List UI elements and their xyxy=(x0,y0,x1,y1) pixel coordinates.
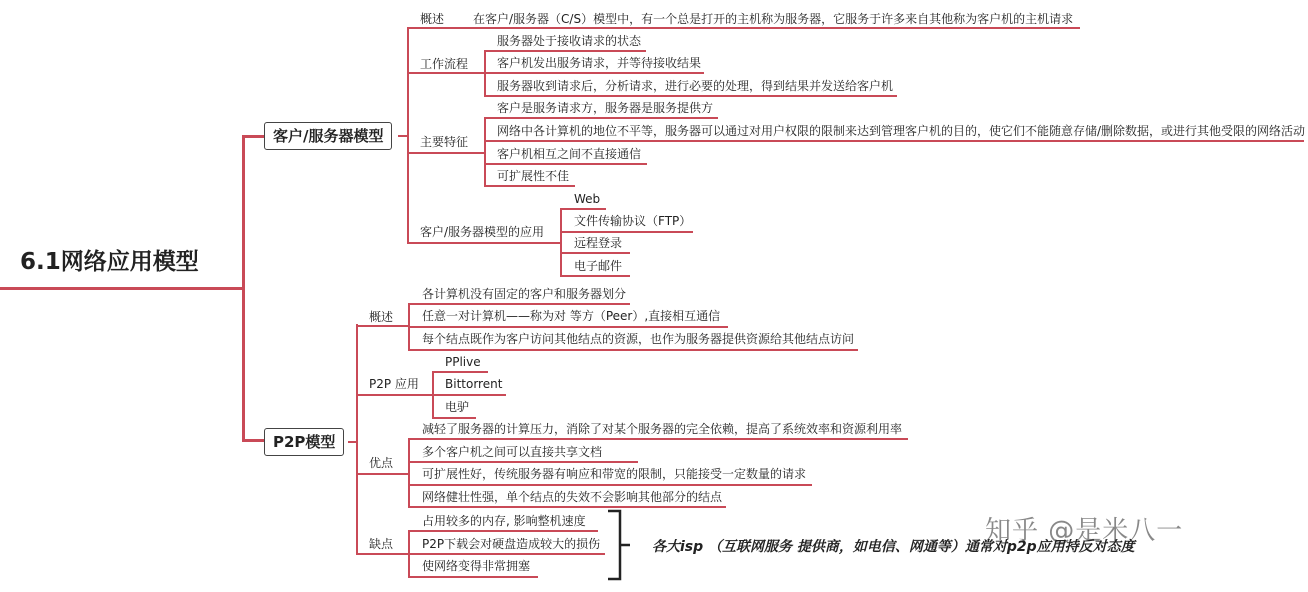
cs-apps-underline xyxy=(407,242,560,244)
watermark: 知乎 @是米八一 xyxy=(985,516,1184,546)
cs-spine xyxy=(407,27,409,243)
cs-feature-item: 网络中各计算机的地位不平等，服务器可以通过对用户权限的限制来达到管理客户机的目的，使它们不能随意存储/删除数据，或进行其他受限的网络活动 xyxy=(497,124,1306,138)
cs-overview-underline xyxy=(407,27,1080,29)
p2p-pros-spine xyxy=(408,438,410,506)
p2p-overview-label: 概述 xyxy=(369,310,394,324)
cs-app-item: Web xyxy=(574,192,601,206)
p2p-app-item: PPlive xyxy=(445,355,481,369)
cs-overview-text: 在客户/服务器（C/S）模型中，有一个总是打开的主机称为服务器，它服务于许多来自其他称为客户机的主机请求 xyxy=(473,12,1074,26)
trunk-line xyxy=(242,136,245,440)
p2p-apps-label: P2P 应用 xyxy=(369,377,419,391)
p2p-app-item-line xyxy=(432,371,488,373)
root-underline xyxy=(0,287,242,290)
cs-feature-item: 可扩展性不佳 xyxy=(497,169,570,183)
cs-model-node: 客户/服务器模型 xyxy=(264,122,392,150)
p2p-pro-item-line xyxy=(408,461,638,463)
cs-workflow-item-line xyxy=(484,95,897,97)
p2p-pro-item-line xyxy=(408,438,908,440)
cs-feature-item: 客户是服务请求方，服务器是服务提供方 xyxy=(497,101,714,115)
root-topic: 6.1网络应用模型 xyxy=(20,249,199,275)
cs-feature-item-line xyxy=(484,117,718,119)
cs-app-item-line xyxy=(560,275,630,277)
p2p-con-item-line xyxy=(408,530,598,532)
cs-workflow-item: 服务器处于接收请求的状态 xyxy=(497,34,642,48)
cs-apps-label: 客户/服务器模型的应用 xyxy=(420,225,545,239)
p2p-spine xyxy=(356,324,358,553)
p2p-con-item: 使网络变得非常拥塞 xyxy=(422,559,531,573)
cs-apps-spine xyxy=(560,208,562,275)
p2p-overview-item: 每个结点既作为客户访问其他结点的资源，也作为服务器提供资源给其他结点访问 xyxy=(422,332,855,346)
cs-app-item-line xyxy=(560,252,630,254)
p2p-overview-item-line xyxy=(408,349,858,351)
p2p-apps-underline xyxy=(356,394,432,396)
p2p-cons-underline xyxy=(356,553,408,555)
cs-workflow-item: 客户机发出服务请求，并等待接收结果 xyxy=(497,56,702,70)
cs-app-item-line xyxy=(560,231,693,233)
p2p-pro-item: 网络健壮性强，单个结点的失效不会影响其他部分的结点 xyxy=(422,490,723,504)
cs-workflow-item: 服务器收到请求后，分析请求，进行必要的处理，得到结果并发送给客户机 xyxy=(497,79,894,93)
p2p-overview-item: 各计算机没有固定的客户和服务器划分 xyxy=(422,287,627,301)
p2p-model-node: P2P模型 xyxy=(264,428,344,456)
p2p-pro-item-line xyxy=(408,506,726,508)
cs-features-spine xyxy=(484,117,486,185)
cs-app-item: 远程登录 xyxy=(574,236,623,250)
cs-feature-item-line xyxy=(484,140,1304,142)
p2p-pros-label: 优点 xyxy=(369,456,394,470)
cs-overview-label: 概述 xyxy=(420,12,445,26)
cs-workflow-label: 工作流程 xyxy=(420,57,469,71)
p2p-overview-item-line xyxy=(408,326,728,328)
cs-app-item-line xyxy=(560,208,606,210)
cs-connector xyxy=(242,135,264,138)
cs-features-underline xyxy=(407,152,484,154)
cs-feature-item-line xyxy=(484,163,647,165)
cs-app-item: 文件传输协议（FTP） xyxy=(574,214,692,228)
p2p-con-item: P2P下载会对硬盘造成较大的损伤 xyxy=(422,537,601,551)
p2p-app-item: Bittorrent xyxy=(445,377,503,391)
p2p-pros-underline xyxy=(356,473,408,475)
cons-note: 各大isp （互联网服务 提供商，如电信、网通等）通常对p2p应用持反对态度 xyxy=(652,539,1135,555)
p2p-app-item-line xyxy=(432,417,476,419)
p2p-overview-item: 任意一对计算机——称为对 等方（Peer）,直接相互通信 xyxy=(422,309,721,323)
cs-feature-item-line xyxy=(484,185,575,187)
p2p-pro-item-line xyxy=(408,484,812,486)
p2p-con-item-line xyxy=(408,553,605,555)
p2p-connector xyxy=(242,439,264,442)
cs-workflow-underline xyxy=(407,72,484,74)
summary-bracket xyxy=(606,508,632,582)
p2p-con-item: 占用较多的内存, 影响整机速度 xyxy=(422,514,586,528)
p2p-cons-label: 缺点 xyxy=(369,537,394,551)
p2p-pro-item: 减轻了服务器的计算压力，消除了对某个服务器的完全依赖，提高了系统效率和资源利用率 xyxy=(422,422,903,436)
cs-feature-item: 客户机相互之间不直接通信 xyxy=(497,147,642,161)
cs-workflow-item-line xyxy=(484,50,646,52)
p2p-pro-item: 多个客户机之间可以直接共享文档 xyxy=(422,445,603,459)
p2p-con-item-line xyxy=(408,576,538,578)
cs-workflow-item-line xyxy=(484,72,704,74)
cs-app-item: 电子邮件 xyxy=(574,259,623,273)
p2p-overview-item-line xyxy=(408,303,630,305)
p2p-app-item-line xyxy=(432,394,506,396)
cs-features-label: 主要特征 xyxy=(420,135,469,149)
p2p-app-item: 电驴 xyxy=(445,400,470,414)
p2p-pro-item: 可扩展性好，传统服务器有响应和带宽的限制，只能接受一定数量的请求 xyxy=(422,467,807,481)
p2p-overview-underline xyxy=(356,325,408,327)
